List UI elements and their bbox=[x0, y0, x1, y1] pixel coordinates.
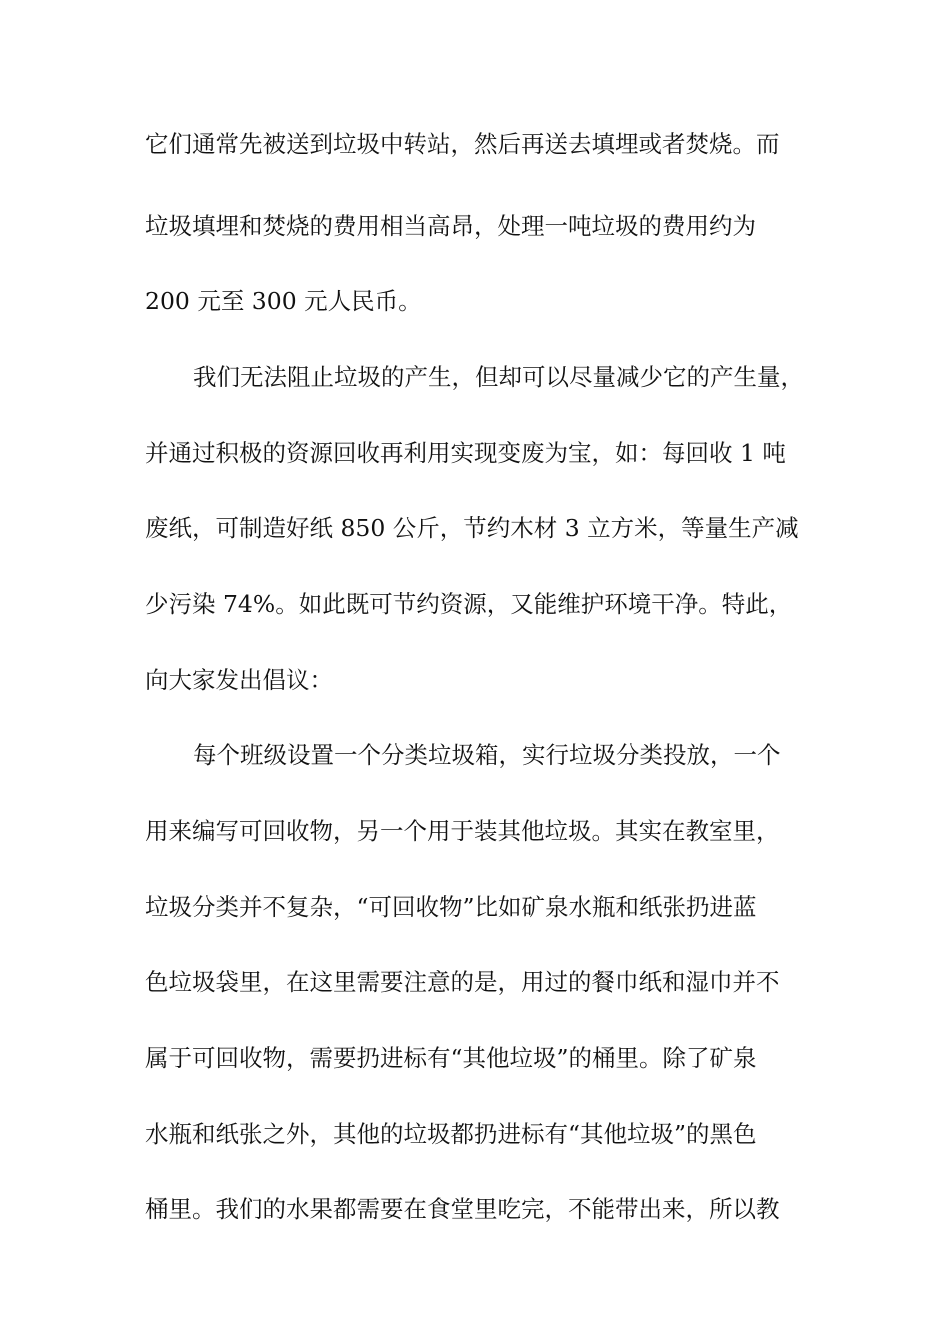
paragraph-first-line: 每个班级设置一个分类垃圾箱，实行垃圾分类投放，一个 bbox=[193, 741, 781, 769]
text-line: 用来编写可回收物，另一个用于装其他垃圾。其实在教室里， bbox=[145, 817, 780, 845]
text-line: 废纸，可制造好纸 850 公斤，节约木材 3 立方米，等量生产减 bbox=[145, 514, 799, 542]
text-line: 水瓶和纸张之外，其他的垃圾都扔进标有“其他垃圾”的黑色 bbox=[145, 1120, 757, 1148]
text-line: 少污染 74%。如此既可节约资源，又能维护环境干净。特此， bbox=[145, 590, 793, 618]
paragraph-first-line: 我们无法阻止垃圾的产生，但却可以尽量减少它的产生量， bbox=[193, 363, 804, 391]
text-line: 桶里。我们的水果都需要在食堂里吃完，不能带出来，所以教 bbox=[145, 1195, 780, 1223]
text-line: 垃圾分类并不复杂，“可回收物”比如矿泉水瓶和纸张扔进蓝 bbox=[145, 893, 757, 921]
text-line: 垃圾填埋和焚烧的费用相当高昂，处理一吨垃圾的费用约为 bbox=[145, 212, 756, 240]
text-line: 并通过积极的资源回收再利用实现变废为宝，如：每回收 1 吨 bbox=[145, 439, 786, 467]
text-line: 它们通常先被送到垃圾中转站，然后再送去填埋或者焚烧。而 bbox=[145, 130, 780, 158]
text-line: 200 元至 300 元人民币。 bbox=[145, 287, 422, 315]
text-line: 色垃圾袋里，在这里需要注意的是，用过的餐巾纸和湿巾并不 bbox=[145, 968, 780, 996]
text-line: 属于可回收物，需要扔进标有“其他垃圾”的桶里。除了矿泉 bbox=[145, 1044, 757, 1072]
text-line: 向大家发出倡议： bbox=[145, 666, 333, 694]
